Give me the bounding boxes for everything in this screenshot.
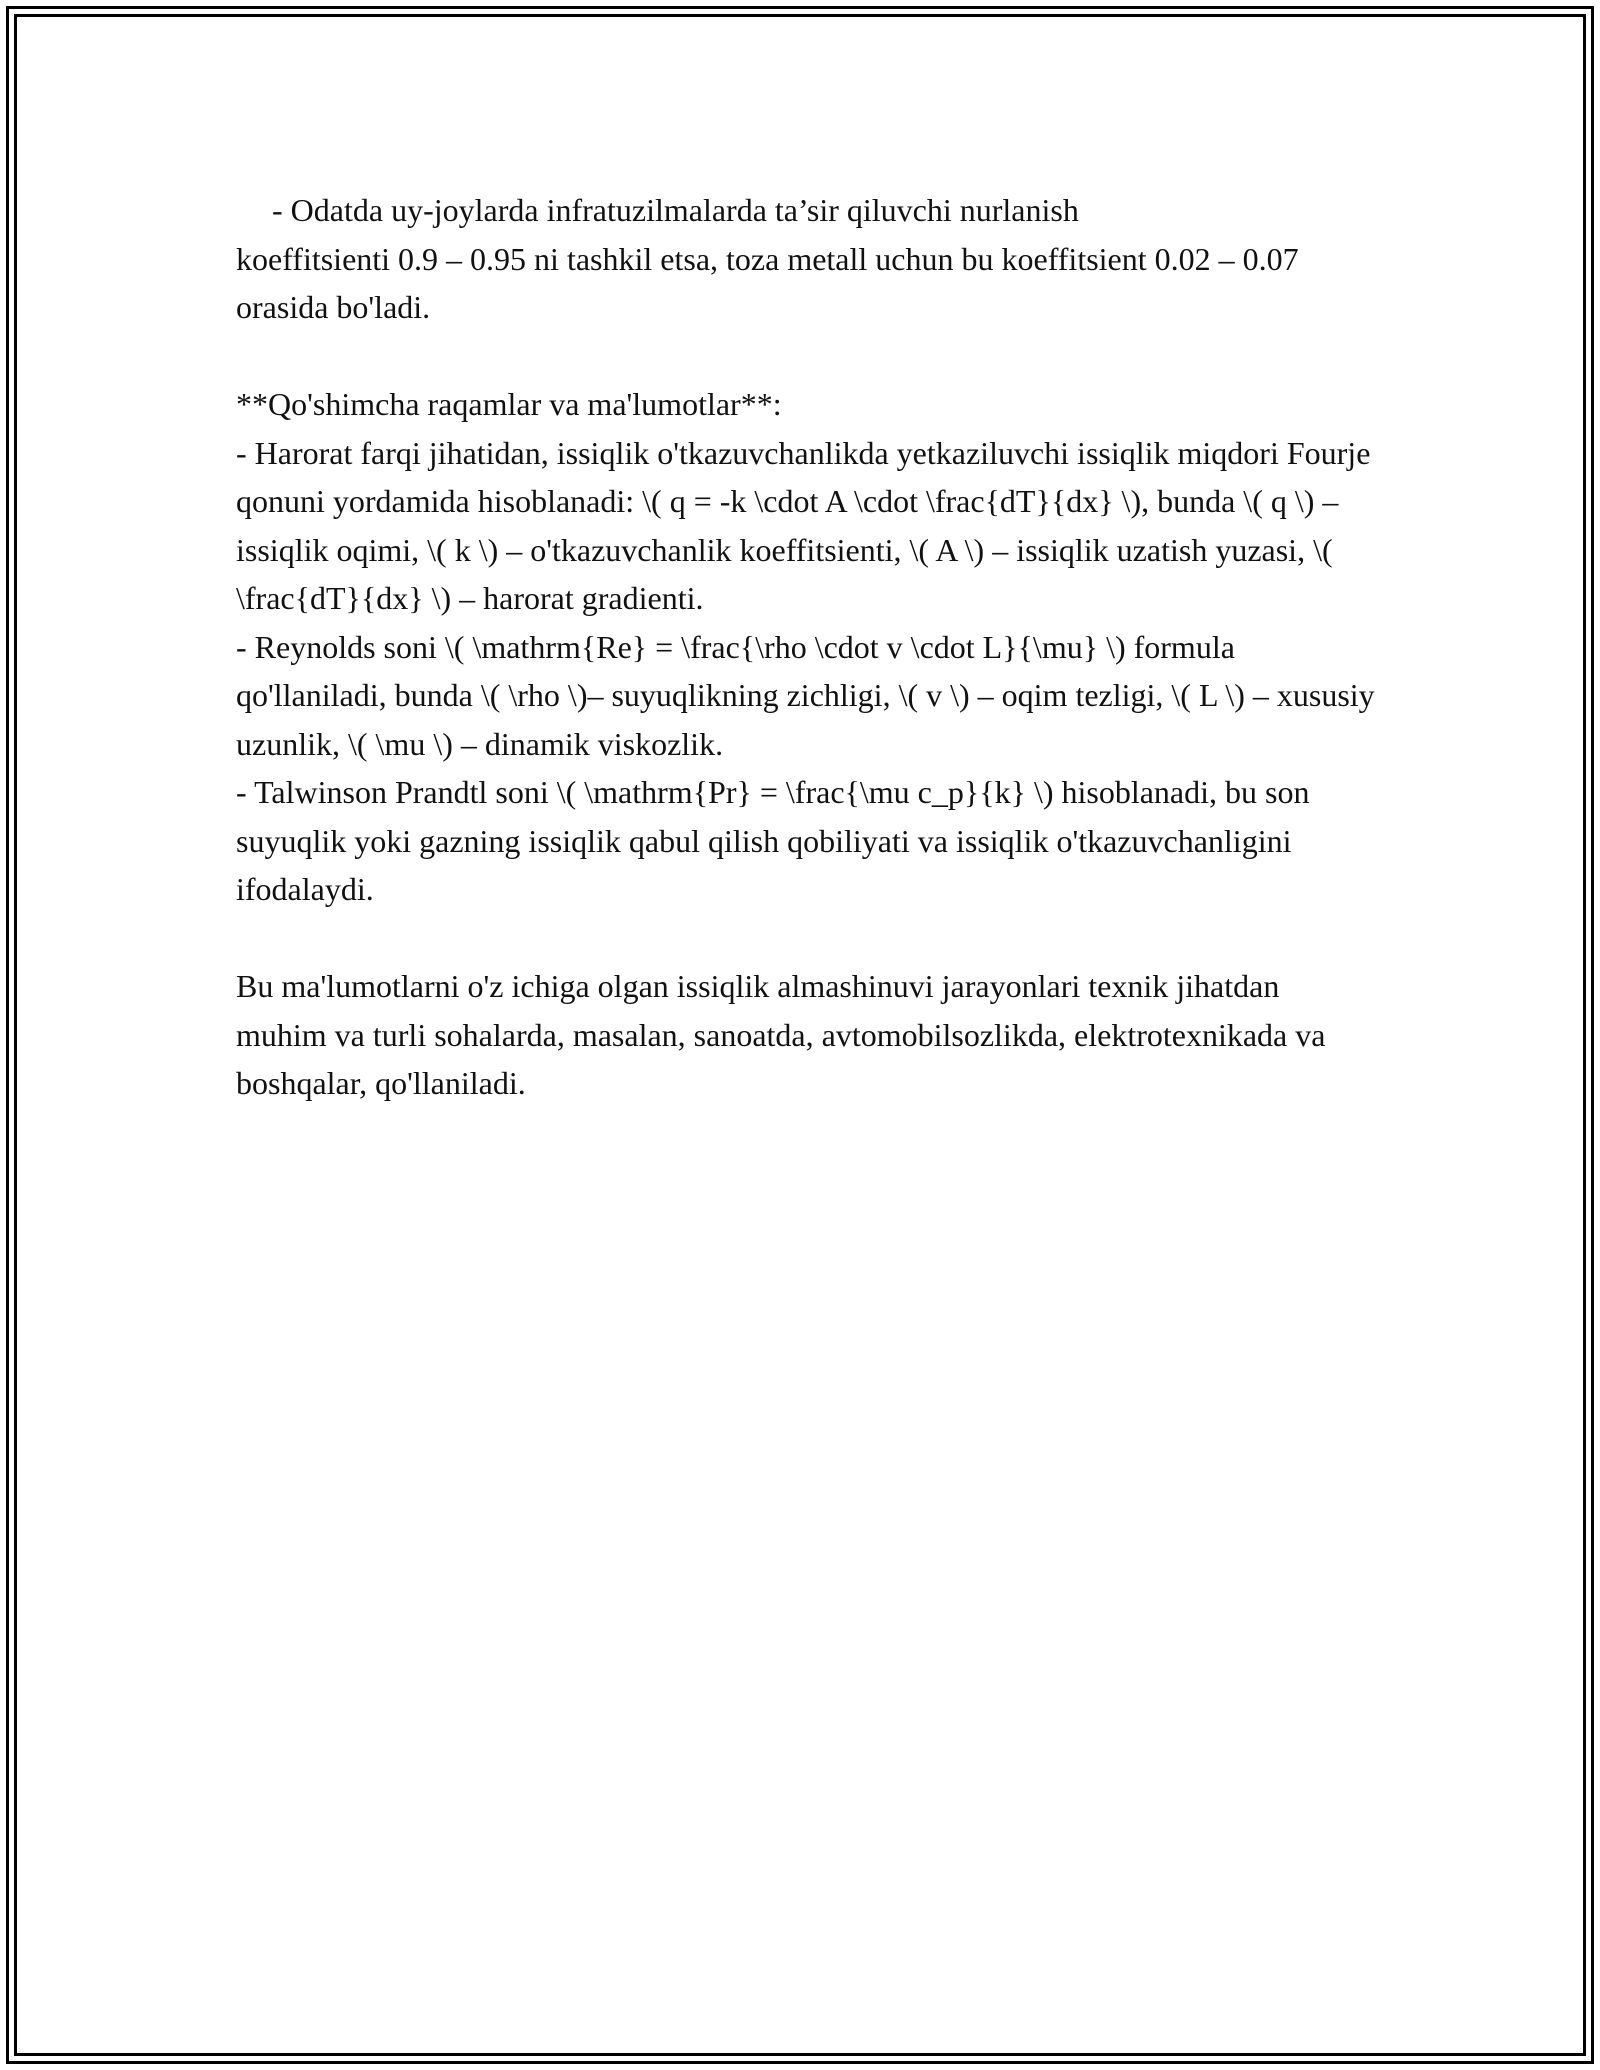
bullet-reynolds-number: - Reynolds soni \( \mathrm{Re} = \frac{\rho \cdot v \cdot L}{\mu} \) formula qo'llaniladi, bunda \( \rho \)– suyuqlikning zichligi, \( v \) – oqim tezligi, \( L \) – xususiy uzunlik, \( \mu \) – dinamik viskozlik. <box>236 628 1383 762</box>
section-heading: **Qo'shimcha raqamlar va ma'lumotlar**: <box>236 386 782 422</box>
bullet-fourier-law: - Harorat farqi jihatidan, issiqlik o'tkazuvchanlikda yetkaziluvchi issiqlik miqdori Fourje qonuni yordamida hisoblanadi: \( q = -k \cdot A \cdot \frac{dT}{dx} \), bunda \( q \) – issiqlik oqimi, \( k \) – o'tkazuvchanlik koeffitsienti, \( A \) – issiqlik uzatish yuzasi, \( \frac{dT}{dx} \) – harorat gradienti. <box>236 434 1379 616</box>
paragraph-gap <box>236 914 1376 963</box>
paragraph-emissivity-first-line: - Odatda uy-joylarda infratuzilmalarda ta’sir qiluvchi nurlanish <box>272 192 1079 228</box>
bullet-prandtl-number: - Talwinson Prandtl soni \( \mathrm{Pr} = \frac{\mu c_p}{k} \) hisoblanadi, bu son suyuqlik yoki gazning issiqlik qabul qilish qobiliyati va issiqlik o'tkazuvchanligini ifodalaydi. <box>236 774 1318 907</box>
paragraph-emissivity-rest: koeffitsienti 0.9 – 0.95 ni tashkil etsa, toza metall uchun bu koeffitsient 0.02 – 0.07 orasida bo'ladi. <box>236 240 1307 325</box>
document-body <box>236 186 1383 1108</box>
closing-paragraph: Bu ma'lumotlarni o'z ichiga olgan issiqlik almashinuvi jarayonlari texnik jihatdan muhim va turli sohalarda, masalan, sanoatda, avtomobilsozlikda, elektrotexnikada va boshqalar, qo'llaniladi. <box>236 968 1334 1101</box>
paragraph-gap <box>236 332 1376 381</box>
